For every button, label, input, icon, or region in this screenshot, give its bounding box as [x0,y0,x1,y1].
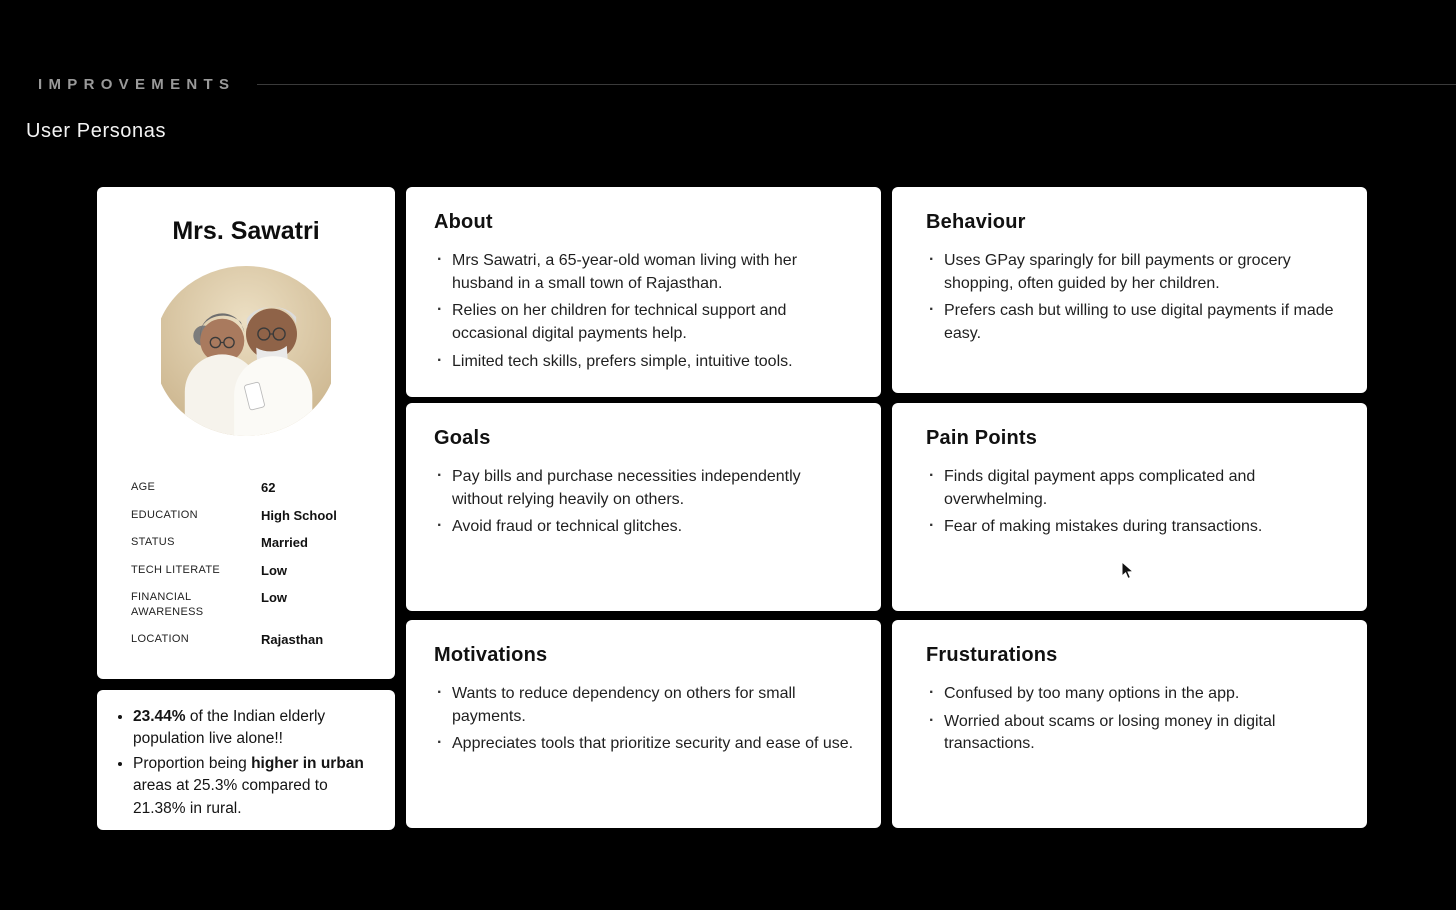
bullet-list [926,683,1341,756]
bullet-item: · Relies on her children for technical support and occasional digital payments help. [434,300,855,345]
card-title: Motivations [434,644,548,666]
frustrations-card [892,620,1367,828]
goals-card [406,403,881,611]
stat-text: of the Indian elderly population live alone!! [133,708,326,748]
bullet-list [434,683,855,756]
attribute-label: STATUS [131,536,175,549]
section-header [38,76,1456,93]
about-card [406,187,881,397]
bullet-item: · Confused by too many options in the app. [926,683,1341,706]
card-title: Behaviour [926,211,1026,233]
persona-photo [154,266,338,436]
bullet-list [926,466,1341,539]
statistics-card [97,690,395,830]
bullet-item: · Uses GPay sparingly for bill payments or grocery shopping, often guided by her children. [926,250,1341,295]
attribute-label: LOCATION [131,633,190,646]
card-title: Goals [434,427,491,449]
attribute-value: Married [261,535,308,551]
stat-bold: 23.44% [133,708,186,725]
card-title: Pain Points [926,427,1038,449]
bullet-item: · Pay bills and purchase necessities independently without relying heavily on others. [434,466,855,511]
stat-item [133,753,377,820]
attribute-label: AGE [131,481,156,493]
stat-text: areas at 25.3% compared to 21.38% in rural. [133,777,328,817]
attribute-label: TECH LITERATE [131,563,221,576]
stat-item [133,706,377,751]
attribute-label: EDUCATION [131,508,198,521]
attribute-label: FINANCIAL AWARENESS [131,591,204,619]
bullet-item: · Fear of making mistakes during transactions. [926,516,1341,539]
bullet-item: · Limited tech skills, prefers simple, intuitive tools. [434,351,855,374]
bullet-item: · Avoid fraud or technical glitches. [434,516,855,539]
bullet-item: · Finds digital payment apps complicated and overwhelming. [926,466,1341,511]
attribute-row-financial-awareness [131,590,361,620]
persona-attributes [131,480,361,648]
bullet-item: · Mrs Sawatri, a 65-year-old woman living with her husband in a small town of Rajasthan. [434,250,855,295]
bullet-item: · Prefers cash but willing to use digital payments if made easy. [926,300,1341,345]
card-title: About [434,211,493,233]
bullet-item: · Wants to reduce dependency on others for small payments. [434,683,855,728]
bullet-list [926,250,1341,346]
divider-line [257,84,1456,85]
card-title: Frusturations [926,644,1058,666]
attribute-row-education [131,508,361,524]
bullet-item: · Worried about scams or losing money in digital transactions. [926,711,1341,756]
page-title: User Personas [26,120,167,142]
attribute-value: 62 [261,480,276,495]
attribute-value: Low [261,590,287,606]
attribute-value: Low [261,562,287,578]
statistics-list [113,706,377,820]
attribute-row-status [131,535,361,551]
persona-card [97,187,395,679]
stat-text: Proportion being [133,754,252,772]
bullet-list [434,466,855,539]
attribute-row-location [131,632,361,648]
attribute-row-age [131,480,361,496]
behaviour-card [892,187,1367,393]
bullet-list [434,250,855,374]
stat-bold: higher in urban [251,754,364,772]
attribute-row-tech-literate [131,563,361,579]
motivations-card [406,620,881,828]
attribute-value: High School [261,507,337,523]
persona-name: Mrs. Sawatri [172,217,320,245]
elderly-couple-photo-placeholder [154,266,338,436]
attribute-value: Rajasthan [261,632,324,648]
mouse-cursor-icon [1121,561,1134,580]
bullet-item: · Appreciates tools that prioritize security and ease of use. [434,733,855,756]
eyebrow-label: IMPROVEMENTS [38,76,236,93]
